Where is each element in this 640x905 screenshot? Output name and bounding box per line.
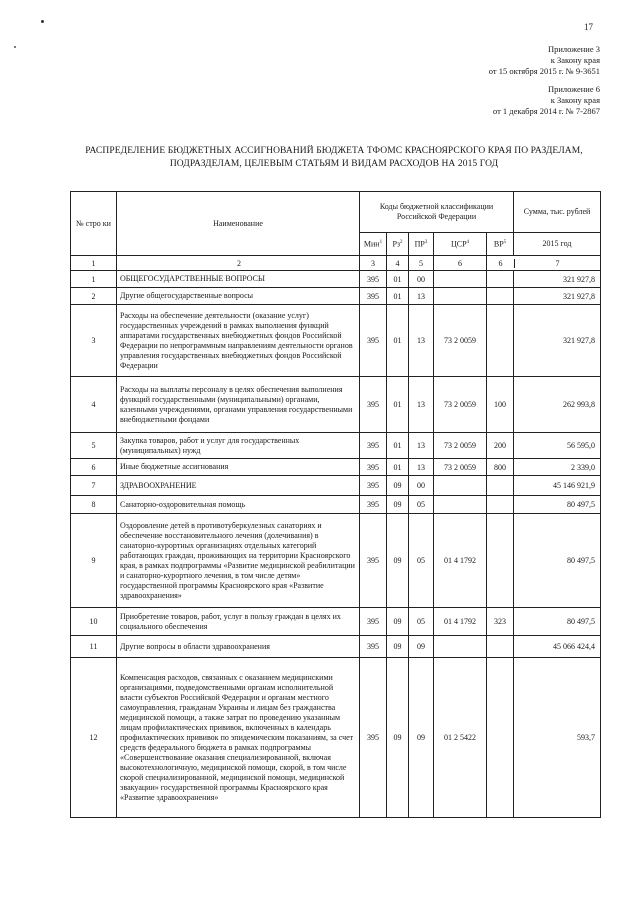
row-amount: 321 927,8 — [514, 305, 601, 377]
row-number: 6 — [71, 459, 117, 476]
row-rz: 09 — [387, 496, 409, 514]
row-min: 395 — [360, 433, 387, 459]
row-vr — [487, 496, 514, 514]
row-rz: 09 — [387, 658, 409, 818]
row-number: 3 — [71, 305, 117, 377]
column-number: 4 — [387, 256, 409, 271]
row-pr: 05 — [409, 514, 434, 608]
row-min: 395 — [360, 459, 387, 476]
row-csr — [434, 496, 487, 514]
row-min: 395 — [360, 476, 387, 496]
appendix-line: от 1 декабря 2014 г. № 7-2867 — [492, 106, 600, 116]
row-csr: 01 4 1792 — [434, 608, 487, 636]
row-number: 10 — [71, 608, 117, 636]
row-vr — [487, 476, 514, 496]
header-year: 2015 год — [514, 233, 601, 256]
row-csr — [434, 288, 487, 305]
header-name: Наименование — [117, 192, 360, 256]
row-amount: 321 927,8 — [514, 288, 601, 305]
title-line: ПОДРАЗДЕЛАМ, ЦЕЛЕВЫМ СТАТЬЯМ И ВИДАМ РАСХОДОВ НА 2015 ГОД — [169, 159, 499, 169]
table-row — [71, 271, 601, 288]
row-vr: 200 — [487, 433, 514, 459]
appendix-line: к Закону края — [550, 95, 600, 105]
row-name: Другие вопросы в области здравоохранения — [117, 636, 360, 658]
row-amount: 2 339,0 — [514, 459, 601, 476]
budget-table — [70, 191, 601, 818]
row-number: 4 — [71, 377, 117, 433]
row-name: Расходы на выплаты персоналу в целях обеспечения выполнения функций государственными (муниципальными) органами, казенными учреждениями, органами управления государственными внебюджетными фондами — [117, 377, 360, 433]
header-amount: Сумма, тыс. рублей — [514, 192, 601, 233]
row-name: ЗДРАВООХРАНЕНИЕ — [117, 476, 360, 496]
row-name: Оздоровление детей в противотуберкулезных санаториях и обеспечение восстановительного лечения (долечивания) в санаторно-курортных организациях отдельных категорий работающих граждан, проживающих на территории Красноярского края, в рамках подпрограммы «Развитие медицинской реабилитации и санаторно-курортного лечения, в том числе детям» государственной программы Красноярского края «Развитие здравоохранения» — [117, 514, 360, 608]
row-name: Иные бюджетные ассигнования — [117, 459, 360, 476]
header-rz — [387, 233, 409, 256]
row-name: Санаторно-оздоровительная помощь — [117, 496, 360, 514]
table-row — [71, 514, 601, 608]
scan-speck — [41, 20, 44, 23]
row-rz: 01 — [387, 288, 409, 305]
row-amount: 45 146 921,9 — [514, 476, 601, 496]
row-rz: 01 — [387, 459, 409, 476]
row-name: ОБЩЕГОСУДАРСТВЕННЫЕ ВОПРОСЫ — [117, 271, 360, 288]
row-amount: 262 993,8 — [514, 377, 601, 433]
column-number: 6 — [487, 259, 515, 268]
row-min: 395 — [360, 514, 387, 608]
appendix-line: Приложение 6 — [548, 84, 600, 94]
row-rz: 09 — [387, 636, 409, 658]
header-csr — [434, 233, 487, 256]
row-pr: 00 — [409, 271, 434, 288]
row-vr — [487, 288, 514, 305]
row-name: Закупка товаров, работ и услуг для государственных (муниципальных) нужд — [117, 433, 360, 459]
table-row — [71, 636, 601, 658]
row-vr — [487, 636, 514, 658]
table-row — [71, 305, 601, 377]
row-number: 2 — [71, 288, 117, 305]
title-line: РАСПРЕДЕЛЕНИЕ БЮДЖЕТНЫХ АССИГНОВАНИЙ БЮДЖЕТА ТФОМС КРАСНОЯРСКОГО КРАЯ ПО РАЗДЕЛАМ, — [85, 146, 583, 156]
table-row — [71, 288, 601, 305]
header-row-number: № стро ки — [71, 192, 117, 256]
row-vr — [487, 271, 514, 288]
row-name: Компенсация расходов, связанных с оказанием медицинскими организациями, подведомственными органам исполнительной власти субъектов Российской Федерации и органам местного самоуправления, гражданам Украины и лицам без гражданства медицинской помощи, а также затрат по проведению указанным лицам профилактических прививок, включенных в календарь профилактических прививок по эпидемическим показаниям, за счет средств федерального бюджета в рамках подпрограммы «Совершенствование оказания специализированной, включая высокотехнологичную, медицинской помощи, скорой, в том числе скорой специализированной, медицинской помощи, медицинской эвакуации» государственной программы Красноярского края «Развитие здравоохранения» — [117, 658, 360, 818]
row-amount: 80 497,5 — [514, 608, 601, 636]
row-vr — [487, 305, 514, 377]
column-number: 5 — [409, 256, 434, 271]
row-csr — [434, 476, 487, 496]
row-rz: 01 — [387, 305, 409, 377]
row-min: 395 — [360, 271, 387, 288]
table-row — [71, 476, 601, 496]
row-amount: 80 497,5 — [514, 496, 601, 514]
row-rz: 01 — [387, 271, 409, 288]
row-rz: 09 — [387, 476, 409, 496]
table-row — [71, 608, 601, 636]
row-vr: 323 — [487, 608, 514, 636]
footnote-mark: 1 — [379, 240, 383, 246]
row-rz: 09 — [387, 608, 409, 636]
row-number: 9 — [71, 514, 117, 608]
row-min: 395 — [360, 288, 387, 305]
table-row — [71, 433, 601, 459]
header-min-label: Мин — [363, 239, 380, 249]
row-pr: 09 — [409, 658, 434, 818]
row-name: Другие общегосударственные вопросы — [117, 288, 360, 305]
row-amount: 56 595,0 — [514, 433, 601, 459]
row-amount: 80 497,5 — [514, 514, 601, 608]
row-csr: 73 2 0059 — [434, 377, 487, 433]
row-name: Расходы на обеспечение деятельности (оказание услуг) государственных учреждений в рамках выполнения функций аппаратами государственных внебюджетных фондов Российской Федерации по непрограммным направлениям деятельности органов управления государственных внебюджетных фондов Российской Федерации — [117, 305, 360, 377]
row-name: Приобретение товаров, работ, услуг в пользу граждан в целях их социального обеспечения — [117, 608, 360, 636]
row-rz: 01 — [387, 433, 409, 459]
table-row — [71, 459, 601, 476]
column-number: 2 — [117, 256, 360, 271]
row-pr: 05 — [409, 608, 434, 636]
row-pr: 00 — [409, 476, 434, 496]
column-number: 7 — [555, 258, 560, 268]
row-min: 395 — [360, 496, 387, 514]
header-budget-codes: Коды бюджетной классификации Российской Федерации — [360, 192, 514, 233]
row-number: 11 — [71, 636, 117, 658]
row-min: 395 — [360, 608, 387, 636]
page-number: 17 — [584, 22, 593, 32]
header-pr-label: ПР — [414, 239, 425, 249]
row-number: 5 — [71, 433, 117, 459]
table-row — [71, 658, 601, 818]
row-csr: 73 2 0059 — [434, 433, 487, 459]
header-csr-label: ЦСР — [450, 239, 467, 249]
table-row — [71, 377, 601, 433]
table-row — [71, 496, 601, 514]
row-pr: 05 — [409, 496, 434, 514]
row-min: 395 — [360, 305, 387, 377]
row-pr: 13 — [409, 433, 434, 459]
appendix-line: Приложение 3 — [548, 44, 600, 54]
row-pr: 13 — [409, 377, 434, 433]
header-rz-label: Рз — [392, 239, 401, 249]
row-number: 1 — [71, 271, 117, 288]
row-vr — [487, 514, 514, 608]
row-pr: 13 — [409, 459, 434, 476]
column-number-row — [71, 256, 601, 271]
row-number: 8 — [71, 496, 117, 514]
footnote-mark: 4 — [466, 240, 470, 246]
header-min — [360, 233, 387, 256]
appendix-reference-previous — [493, 84, 600, 117]
row-vr: 800 — [487, 459, 514, 476]
row-rz: 09 — [387, 514, 409, 608]
scan-speck — [14, 46, 16, 48]
row-pr: 13 — [409, 305, 434, 377]
column-number: 6 — [434, 256, 487, 271]
appendix-reference-current — [489, 44, 600, 77]
row-number: 12 — [71, 658, 117, 818]
row-amount: 45 066 424,4 — [514, 636, 601, 658]
row-csr: 73 2 0059 — [434, 459, 487, 476]
row-vr: 100 — [487, 377, 514, 433]
row-csr — [434, 636, 487, 658]
row-vr — [487, 658, 514, 818]
row-number: 7 — [71, 476, 117, 496]
row-min: 395 — [360, 636, 387, 658]
footnote-mark: 2 — [400, 240, 403, 246]
row-csr: 73 2 0059 — [434, 305, 487, 377]
header-vr-label: ВР — [493, 239, 504, 249]
row-min: 395 — [360, 658, 387, 818]
appendix-line: от 15 октября 2015 г. № 9-3651 — [488, 66, 600, 76]
footnote-mark: 5 — [503, 240, 507, 246]
appendix-line: к Закону края — [550, 55, 600, 65]
header-vr — [487, 233, 514, 256]
document-title — [84, 145, 584, 171]
row-amount: 593,7 — [514, 658, 601, 818]
footnote-mark: 3 — [424, 240, 428, 246]
row-min: 395 — [360, 377, 387, 433]
column-number — [487, 256, 601, 271]
header-pr — [409, 233, 434, 256]
row-csr: 01 4 1792 — [434, 514, 487, 608]
row-amount: 321 927,8 — [514, 271, 601, 288]
row-rz: 01 — [387, 377, 409, 433]
row-csr: 01 2 5422 — [434, 658, 487, 818]
column-number: 3 — [360, 256, 387, 271]
row-csr — [434, 271, 487, 288]
column-number: 1 — [71, 256, 117, 271]
row-pr: 13 — [409, 288, 434, 305]
row-pr: 09 — [409, 636, 434, 658]
